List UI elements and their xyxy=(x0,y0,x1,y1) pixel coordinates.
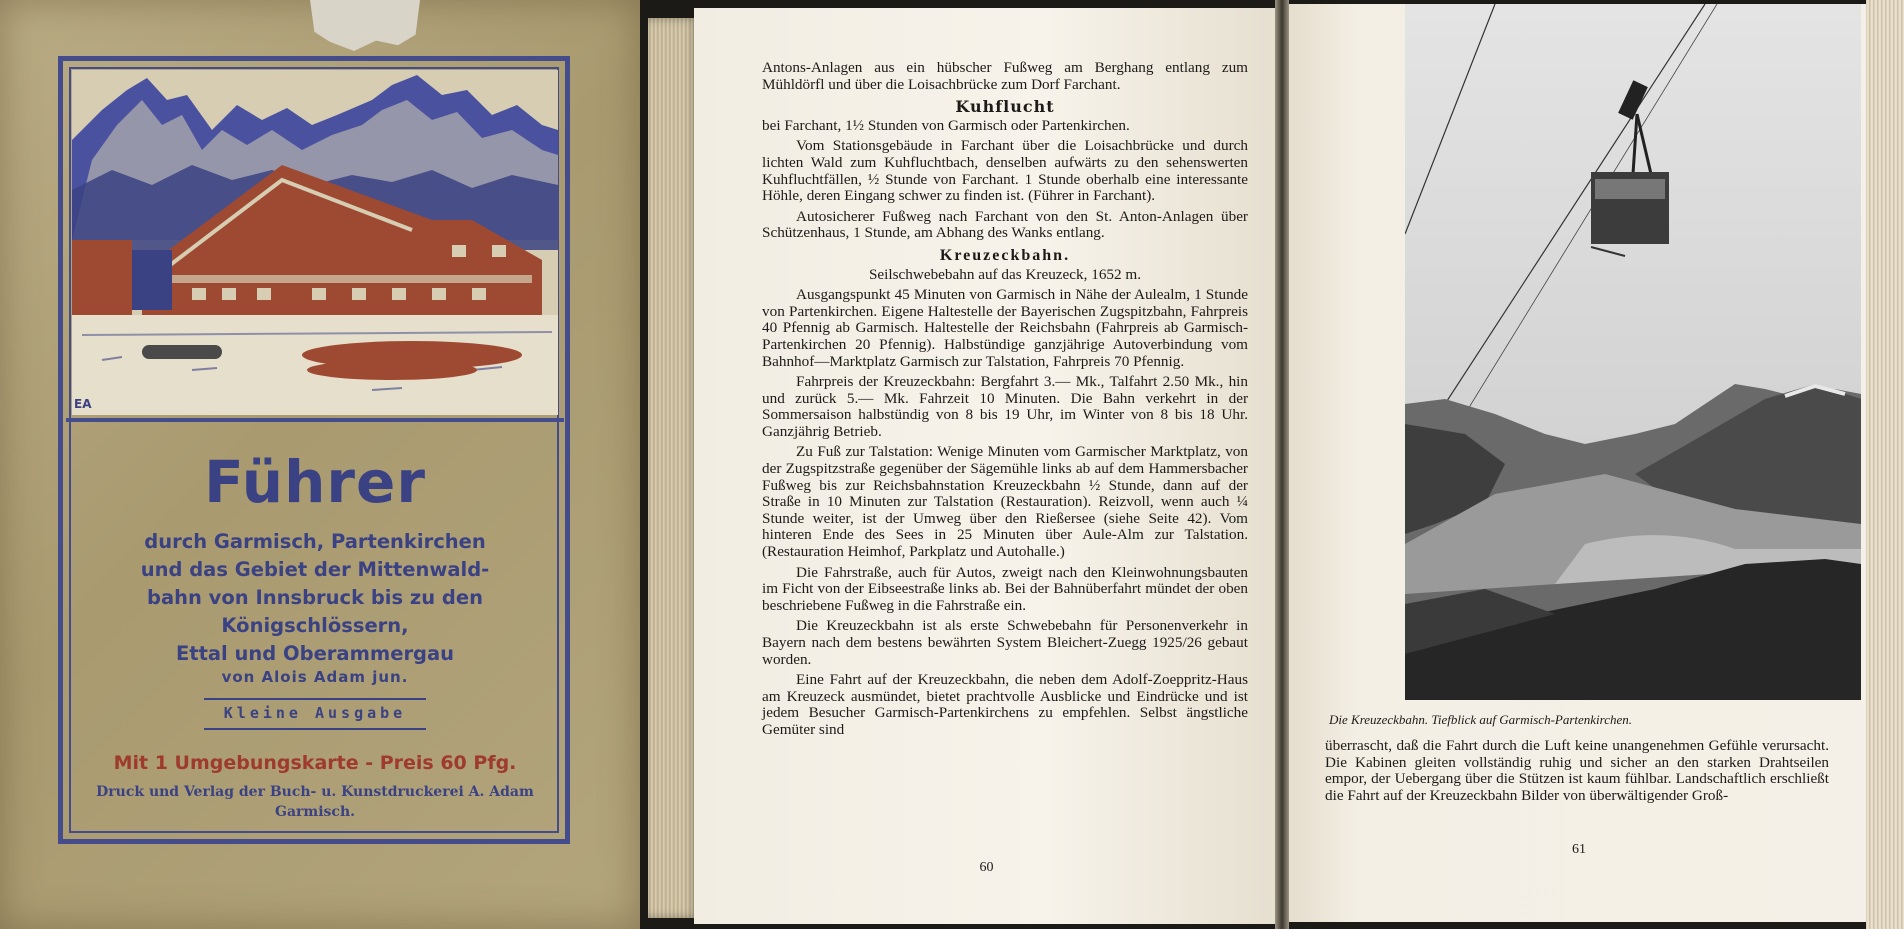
paragraph: bei Farchant, 1½ Stunden von Garmisch oder Partenkirchen. xyxy=(762,116,1130,134)
cable-car-photo xyxy=(1405,4,1861,700)
paragraph: Fahrpreis der Kreuzeckbahn: Bergfahrt 3.— Mk., Talfahrt 2.50 Mk., hin und zurück 5.— Mk. Fahrzeit 10 Minuten. Die Bahn verkehrt in der Sommersaison halbstündig von 8 bis 19 Uhr, im Winter von 8 bis 18 Uhr. Ganzjährig Betrieb. xyxy=(762,373,1248,440)
booklet-cover xyxy=(0,0,640,929)
paragraph: Die Kreuzeckbahn ist als erste Schwebebahn für Personenverkehr in Bayern nach dem bestens bewährten System Bleichert-Zuegg 1925/26 gebaut worden. xyxy=(762,617,1248,668)
page-61-text xyxy=(1325,738,1829,804)
cover-divider xyxy=(66,418,564,422)
illustrator-monogram: EA xyxy=(74,397,92,411)
cover-author: von Alois Adam jun. xyxy=(221,668,409,686)
book-gutter xyxy=(1275,0,1289,929)
cover-edition: Kleine Ausgabe xyxy=(223,704,407,722)
heading-kreuzeckbahn: Kreuzeckbahn. xyxy=(939,246,1071,264)
page-block-right xyxy=(1866,0,1904,929)
paragraph: überrascht, daß die Fahrt durch die Luft keine unangenehmen Gefühle verursacht. Die Kabinen gleiten vollständig ruhig und sicher an den starken Drahtseilen empor, der Uebergang über die Stützen ist kaum fühlbar. Landschaftlich erschließt die Fahrt auf der Kreuzeckbahn Bilder von überwältigender Groß- xyxy=(1325,737,1829,804)
paragraph: Ausgangspunkt 45 Minuten von Garmisch in Nähe der Aulealm, 1 Stunde von Partenkirchen. Eigene Haltestelle der Bayerischen Zugspitzbahn, Fahrpreis 40 Pfennig ab Garmisch. Haltestelle der Reichsbahn (Fahrpreis ab Garmisch-Partenkirchen 20 Pfennig). Halbstündige ganzjährige Autoverbindung vom Bahnhof—Marktplatz Garmisch zur Talstation, Fahrpreis 70 Pfennig. xyxy=(762,286,1248,370)
paragraph: Die Fahrstraße, auch für Autos, zweigt nach den Kleinwohnungsbauten im Ficht von der Eibseestraße links ab. Bei der Bahnüberfahrt mündet der oben beschriebene Fußweg in die Fahrstraße ein. xyxy=(762,563,1248,614)
page-block-left xyxy=(648,18,700,918)
cover-subtitle: durch Garmisch, Partenkirchen und das Gebiet der Mittenwald- bahn von Innsbruck bis zu den Königschlössern, Ettal und Oberammergau xyxy=(140,530,490,665)
page-number: 61 xyxy=(1572,842,1586,857)
photo-caption: Die Kreuzeckbahn. Tiefblick auf Garmisch-Partenkirchen. xyxy=(1329,712,1633,727)
cover-price: Mit 1 Umgebungskarte - Preis 60 Pfg. xyxy=(113,752,517,774)
cover-publisher: Druck und Verlag der Buch- u. Kunstdruckerei A. Adam Garmisch. xyxy=(96,784,534,820)
page-60-text xyxy=(762,60,1248,743)
book-page-60 xyxy=(694,8,1279,924)
paragraph: Autosicherer Fußweg nach Farchant von den St. Anton-Anlagen über Schützenhaus, 1 Stunde, am Abhang des Wanks entlang. xyxy=(762,207,1248,242)
page-number: 60 xyxy=(979,860,994,875)
paragraph: Zu Fuß zur Talstation: Wenige Minuten vom Garmischer Marktplatz, von der Zugspitzstraße gegenüber der Sägemühle links ab auf dem Hammersbacher Fußweg bis zur Reichsbahnstation Kreuzeckbahn ½ Stunde, dann auf der Straße in 10 Minuten zur Talstation (Restauration). Reizvoll, wenn auch ¼ Stunde weiter, ist der Umweg über den Rießersee (siehe Seite 42). Vom hinteren Ende des Sees in 25 Minuten über Aule-Alm zur Talstation. (Restauration Heimhof, Parkplatz und Autohalle.) xyxy=(762,443,1248,561)
paragraph: Antons-Anlagen aus ein hübscher Fußweg am Berghang entlang zum Mühldörfl und über die Loisachbrücke zum Dorf Farchant. xyxy=(762,59,1248,93)
book-page-61 xyxy=(1289,4,1869,922)
torn-corner xyxy=(310,0,420,58)
heading-kuhflucht: Kuhflucht xyxy=(955,97,1055,117)
paragraph: Vom Stationsgebäude in Farchant über die Loisachbrücke und durch lichten Wald zum Kuhfluchtbach, denselben aufwärts zu den sehenswerten Kuhfluchtfällen, ½ Stunde von Farchant. 1 Stunde oberhalb eine interessante Höhle, deren Eingang schwer zu finden ist. (Führer in Farchant). xyxy=(762,137,1248,205)
paragraph: Seilschwebebahn auf das Kreuzeck, 1652 m. xyxy=(868,265,1142,283)
paragraph: Eine Fahrt auf der Kreuzeckbahn, die neben dem Adolf-Zoeppritz-Haus am Kreuzeck ausmündet, bietet prachtvolle Ausblicke und Eindrücke und ist jedem Besucher Garmisch-Partenkirchens zu empfehlen. Selbst ängstliche Gemüter sind xyxy=(762,671,1248,738)
cover-title: Führer xyxy=(204,448,426,516)
alpine-village-illustration xyxy=(72,70,558,415)
